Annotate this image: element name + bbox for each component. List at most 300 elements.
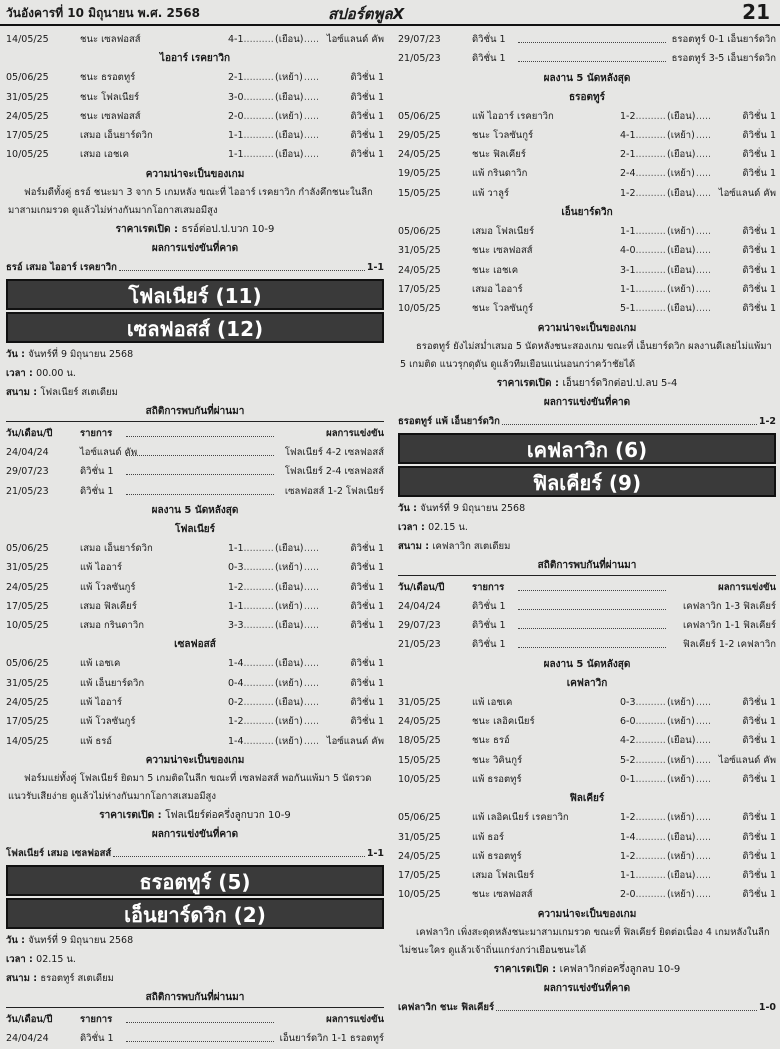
result-list [6,539,384,635]
prediction-score: 1-1 [366,847,384,859]
analysis-title: ความน่าจะเป็นของเกม [145,168,245,180]
result-list [398,808,776,904]
h2h-col-comp: รายการ [80,1013,113,1025]
result-list [398,693,776,789]
result-date: 24/05/25 [398,149,441,161]
result-opponent: ชนะ โวลซันกูร์ [472,303,534,315]
h2h-row [398,30,776,49]
prediction-score: 1-2 [758,415,776,427]
h2h-result: ฟิลเคียร์ 1-2 เคฟลาวิก [681,635,776,654]
result-date: 10/05/25 [398,303,441,315]
result-venue-type: (เหย้า) [666,808,695,827]
result-competition: ดิวิชั่น 1 [740,107,776,126]
result-score: 1-2 ..... [620,107,710,126]
result-score: 4-1 ..... [620,126,710,145]
h2h-header [6,424,384,443]
prediction-text: โฟลเนียร์ เสมอ เซลฟอสส์ [6,847,112,859]
h2h-result: โฟลเนียร์ 4-2 เซลฟอสส์ [283,443,384,462]
result-opponent: แพ้ ไออาร์ เรคยาวิก [472,110,554,122]
result-venue-type: (เยือน) [666,299,695,318]
result-competition: ไอซ์แลนด์ คัพ [717,184,776,203]
result-score: 2-1 ..... [228,68,318,87]
result-competition: ไอซ์แลนด์ คัพ [325,732,384,751]
result-date: 05/06/25 [398,226,441,238]
result-score: 4-1 ..... [228,30,318,49]
h2h-date: 21/05/23 [398,53,441,65]
result-date: 31/05/25 [6,562,49,574]
result-row [398,885,776,904]
result-row [398,847,776,866]
result-row [398,164,776,183]
result-opponent: ชนะ เอชเค [472,264,519,276]
h2h-row [6,462,384,481]
result-date: 31/05/25 [6,91,49,103]
result-opponent: แพ้ กรินดาวิก [472,168,528,180]
time-label: เวลา : [398,521,425,533]
result-row [6,712,384,731]
result-date: 10/05/25 [398,773,441,785]
result-date: 18/05/25 [398,735,441,747]
result-venue-type: (เยือน) [274,88,303,107]
result-competition: ดิวิชั่น 1 [348,126,384,145]
result-venue-type: (เหย้า) [274,107,303,126]
result-score: 0-2 ..... [228,693,318,712]
h2h-col-result: ผลการแข่งขัน [324,1010,384,1029]
result-competition: ดิวิชั่น 1 [348,712,384,731]
result-venue-type: (เหย้า) [274,732,303,751]
result-score: 1-2 ..... [620,847,710,866]
result-opponent: แพ้ เอชเค [472,696,513,708]
day-label: วัน : [398,502,417,514]
analysis-title: ความน่าจะเป็นของเกม [145,754,245,766]
result-row [6,616,384,635]
result-venue-type: (เยือน) [274,578,303,597]
result-date: 31/05/25 [398,696,441,708]
result-competition: ดิวิชั่น 1 [348,539,384,558]
result-row [398,299,776,318]
h2h-result: เอ็นยาร์ดวิก 1-1 ธรอตทูร์ [278,1029,384,1048]
result-venue-type: (เหย้า) [274,712,303,731]
result-date: 17/05/25 [398,870,441,882]
result-competition: ดิวิชั่น 1 [348,693,384,712]
opening-odds: เอ็นยาร์ดวิกต่อป.ป.ลบ 5-4 [562,377,678,389]
h2h-date: 21/05/23 [398,639,441,651]
opening-odds: ธรอ์ต่อป.ป.บวก 10-9 [181,223,275,235]
result-opponent: แพ้ เอชเค [80,658,121,670]
result-score: 3-0 ..... [228,88,318,107]
result-date: 17/05/25 [6,600,49,612]
day-label: วัน : [6,348,25,360]
result-date: 05/06/25 [6,658,49,670]
match-day: จันทร์ที่ 9 มิถุนายน 2568 [420,502,526,514]
result-list [6,654,384,750]
result-venue-type: (เยือน) [274,126,303,145]
result-venue-type: (เยือน) [666,828,695,847]
result-competition: ดิวิชั่น 1 [740,222,776,241]
result-score: 1-1 ..... [620,866,710,885]
last5-title: ผลงาน 5 นัดหลังสุด [543,72,631,84]
result-competition: ดิวิชั่น 1 [740,885,776,904]
result-venue-type: (เยือน) [666,145,695,164]
result-list [6,68,384,164]
prediction-line [6,258,384,277]
result-opponent: แพ้ ธอร์ [472,831,505,843]
h2h-row [398,597,776,616]
result-date: 24/05/25 [398,264,441,276]
result-row [6,578,384,597]
venue-label: สนาม : [6,972,37,984]
h2h-list [6,443,384,501]
result-opponent: เสมอ ไออาร์ [472,283,523,295]
result-date: 31/05/25 [398,245,441,257]
h2h-date: 24/04/24 [398,600,441,612]
result-score: 1-1 ..... [228,145,318,164]
result-competition: ดิวิชั่น 1 [348,107,384,126]
result-competition: ดิวิชั่น 1 [740,164,776,183]
result-score: 2-4 ..... [620,164,710,183]
h2h-row [398,616,776,635]
result-score: 1-2 ..... [620,808,710,827]
result-date: 05/06/25 [398,812,441,824]
result-venue-type: (เยือน) [666,184,695,203]
result-date: 10/05/25 [398,889,441,901]
analysis-title: ความน่าจะเป็นของเกม [537,322,637,334]
result-opponent: แพ้ โวลซันกูร์ [80,581,136,593]
analysis-text: ธรอตทูร์ ยังไม่สม่ำเสมอ 5 นัดหลังชนะสองเกม ขณะที่ เอ็นยาร์ดวิก ผลงานดีเลยไม่แพ้มา 5 เกมติด แนวรุกดุดัน ดูแล้วทีมเยือนแน่นอนกว่าคว้าชัยได้ [400,340,772,370]
team-section-title: โฟลเนียร์ [174,523,216,535]
result-venue-type: (เหย้า) [666,164,695,183]
team-banner: เคฟลาวิก (6) [398,433,776,464]
result-competition: ดิวิชั่น 1 [740,866,776,885]
result-row [6,654,384,673]
h2h-col-comp: รายการ [80,427,113,439]
h2h-col-result: ผลการแข่งขัน [324,424,384,443]
result-opponent: ชนะ เลอิคเนียร์ [472,716,535,728]
h2h-row [6,1029,384,1048]
result-competition: ดิวิชั่น 1 [740,241,776,260]
team-banner: เซลฟอสส์ (12) [6,312,384,343]
result-score: 1-1 ..... [228,126,318,145]
team-banner: ธรอตทูร์ (5) [6,865,384,896]
h2h-competition: ดิวิชั่น 1 [472,34,506,45]
publication-logo: สปอร์ตพูลX [328,5,405,23]
result-competition: ดิวิชั่น 1 [348,68,384,87]
h2h-competition: ดิวิชั่น 1 [80,485,114,497]
result-venue-type: (เหย้า) [666,847,695,866]
last5-title: ผลงาน 5 นัดหลังสุด [151,504,239,516]
result-date: 17/05/25 [398,283,441,295]
price-label: ราคาเรตเปิด : [493,963,557,975]
result-competition: ดิวิชั่น 1 [740,731,776,750]
prediction-line [6,844,384,863]
result-opponent: ชนะ เซลฟอสส์ [472,245,533,257]
issue-date: วันอังคารที่ 10 มิถุนายน พ.ศ. 2568 [6,6,200,20]
prediction-title: ผลการแข่งขันที่คาด [543,396,631,408]
match-time: 02.15 น. [428,521,468,533]
h2h-col-date: วัน/เดือน/ปี [398,581,445,593]
result-date: 17/05/25 [6,130,49,142]
result-competition: ดิวิชั่น 1 [740,126,776,145]
opening-odds: โฟลเนียร์ต่อครึ่งลูกบวก 10-9 [165,809,291,821]
h2h-date: 24/04/24 [6,447,49,459]
result-competition: ดิวิชั่น 1 [740,712,776,731]
analysis-text: ฟอร์มดีทั้งคู่ ธรอ์ ชนะมา 3 จาก 5 เกมหลัง ขณะที่ ไออาร์ เรคยาวิก กำลังคึกชนะในลีกมาสามเกมรวด ดูแล้วไม่ห่างกันมากโอกาสเสมอมีสูง [8,186,373,216]
analysis-title: ความน่าจะเป็นของเกม [537,908,637,920]
h2h-row [6,443,384,462]
team-banner: เอ็นยาร์ดวิก (2) [6,898,384,929]
result-opponent: ชนะ ธรอตทูร์ [80,72,136,84]
result-date: 14/05/25 [6,735,49,747]
result-row [6,539,384,558]
result-venue-type: (เยือน) [666,241,695,260]
h2h-row [398,635,776,654]
match-day: จันทร์ที่ 9 มิถุนายน 2568 [28,934,134,946]
result-row [6,68,384,87]
venue-label: สนาม : [398,540,429,552]
result-opponent: เสมอ กรินดาวิก [80,620,144,632]
result-opponent: แพ้ ธรอตทูร์ [472,773,522,785]
result-competition: ดิวิชั่น 1 [740,770,776,789]
team-section-title: ไออาร์ เรคยาวิก [159,53,231,65]
result-score: 1-4 ..... [228,732,318,751]
result-row [398,280,776,299]
result-score: 5-2 ..... [620,751,710,770]
result-venue-type: (เหย้า) [274,674,303,693]
result-competition: ดิวิชั่น 1 [740,828,776,847]
result-row [6,30,384,49]
result-row [398,145,776,164]
result-opponent: แพ้ ธรอ์ [80,735,113,747]
result-venue-type: (เหย้า) [666,712,695,731]
result-competition: ไอซ์แลนด์ คัพ [325,30,384,49]
result-competition: ดิวิชั่น 1 [740,693,776,712]
last5-title: ผลงาน 5 นัดหลังสุด [543,658,631,670]
result-score: 0-4 ..... [228,674,318,693]
result-date: 05/06/25 [398,110,441,122]
prediction-score: 1-1 [366,261,384,273]
prediction-text: เคฟลาวิก ชนะ ฟิลเคียร์ [398,1001,495,1013]
result-opponent: เสมอ เอ็นยาร์ดวิก [80,542,153,554]
result-row [398,828,776,847]
result-row [398,184,776,203]
prediction-line [398,412,776,431]
result-score: 4-0 ..... [620,241,710,260]
prediction-title: ผลการแข่งขันที่คาด [543,982,631,994]
result-competition: ดิวิชั่น 1 [348,654,384,673]
result-opponent: เสมอ เอ็นยาร์ดวิก [80,130,153,142]
venue-label: สนาม : [6,386,37,398]
h2h-header [398,578,776,597]
result-competition: ดิวิชั่น 1 [740,299,776,318]
result-date: 15/05/25 [398,187,441,199]
result-score: 1-1 ..... [620,280,710,299]
h2h-result: เคฟลาวิก 1-1 ฟิลเคียร์ [681,616,776,635]
result-row [6,107,384,126]
h2h-date: 29/07/23 [398,620,441,632]
result-opponent: ชนะ ฟิลเคียร์ [472,149,526,161]
result-opponent: ชนะ โฟลเนียร์ [80,91,140,103]
result-score: 1-2 ..... [228,712,318,731]
result-venue-type: (เยือน) [274,30,303,49]
result-score: 1-4 ..... [228,654,318,673]
result-competition: ดิวิชั่น 1 [740,847,776,866]
result-venue-type: (เหย้า) [666,885,695,904]
result-competition: ดิวิชั่น 1 [348,597,384,616]
h2h-row [398,49,776,68]
match-time: 00.00 น. [36,367,76,379]
time-label: เวลา : [6,367,33,379]
result-score: 0-3 ..... [228,558,318,577]
h2h-result: ธรอตทูร์ 0-1 เอ็นยาร์ดวิก [670,30,776,49]
result-row [398,731,776,750]
result-opponent: ชนะ เซลฟอสส์ [80,34,141,45]
h2h-title: สถิติการพบกันที่ผ่านมา [6,988,384,1008]
result-opponent: แพ้ โวลซันกูร์ [80,716,136,728]
team-section-title: เอ็นยาร์ดวิก [561,207,613,219]
page-header [0,0,780,26]
result-list [6,30,384,49]
result-row [6,674,384,693]
result-competition: ดิวิชั่น 1 [740,145,776,164]
analysis-text: เคฟลาวิก เพิ่งสะดุดหลังชนะมาสามเกมรวด ขณะที่ ฟิลเคียร์ ยิดต่อเนื่อง 4 เกมหลังในลีกไม่ชนะใคร ดูแล้วเจ้าถิ่นแกร่งกว่าเยือนชนะได้ [400,926,770,956]
result-row [398,712,776,731]
result-venue-type: (เยือน) [274,654,303,673]
result-score: 0-1 ..... [620,770,710,789]
result-row [6,88,384,107]
h2h-result: โฟลเนียร์ 2-4 เซลฟอสส์ [283,462,384,481]
result-opponent: แพ้ วาลูร์ [472,187,509,199]
prediction-score: 1-0 [758,1001,776,1013]
team-section-title: เคฟลาวิก [566,677,608,689]
result-date: 14/05/25 [6,34,49,45]
h2h-row [6,482,384,501]
result-venue-type: (เหย้า) [666,751,695,770]
left-column [6,30,384,1049]
h2h-result: เคฟลาวิก 1-3 ฟิลเคียร์ [681,597,776,616]
result-date: 31/05/25 [6,677,49,689]
team-banner: โฟลเนียร์ (11) [6,279,384,310]
result-opponent: แพ้ ไออาร์ [80,697,123,709]
result-opponent: เสมอ เอชเค [80,149,130,161]
result-opponent: ชนะ เซลฟอสส์ [472,889,533,901]
result-opponent: แพ้ ธรอตทูร์ [472,850,522,862]
result-score: 2-0 ..... [228,107,318,126]
result-venue-type: (เหย้า) [666,222,695,241]
result-venue-type: (เหย้า) [274,558,303,577]
h2h-competition: ดิวิชั่น 1 [472,53,506,65]
h2h-result: เซลฟอสส์ 1-2 โฟลเนียร์ [283,482,384,501]
result-competition: ดิวิชั่น 1 [740,808,776,827]
team-section-title: เซลฟอสส์ [174,639,216,651]
result-score: 1-2 ..... [228,578,318,597]
h2h-list [398,597,776,655]
result-competition: ดิวิชั่น 1 [348,558,384,577]
result-date: 24/05/25 [6,581,49,593]
h2h-date: 29/07/23 [6,466,49,478]
result-row [398,126,776,145]
result-competition: ดิวิชั่น 1 [348,616,384,635]
price-label: ราคาเรตเปิด : [115,223,178,235]
price-label: ราคาเรตเปิด : [99,809,162,821]
result-date: 29/05/25 [398,129,441,141]
result-date: 19/05/25 [398,168,441,180]
result-row [398,241,776,260]
result-opponent: ชนะ ธรอ์ [472,735,510,747]
result-date: 05/06/25 [6,542,49,554]
h2h-col-date: วัน/เดือน/ปี [6,1013,53,1025]
result-venue-type: (เยือน) [666,107,695,126]
h2h-competition: ดิวิชั่น 1 [472,639,506,651]
h2h-competition: ดิวิชั่น 1 [472,600,506,612]
h2h-title: สถิติการพบกันที่ผ่านมา [398,556,776,576]
h2h-competition: ไอซ์แลนด์ คัพ [80,447,138,459]
result-score: 3-3 ..... [228,616,318,635]
h2h-col-comp: รายการ [472,581,505,593]
right-column [398,30,776,1017]
result-date: 24/05/25 [6,697,49,709]
result-row [398,107,776,126]
result-row [398,770,776,789]
team-section-title: ธรอตทูร์ [569,91,605,103]
result-opponent: แพ้ เลอิคเนียร์ เรคยาวิก [472,812,569,824]
result-score: 1-1 ..... [228,539,318,558]
h2h-col-date: วัน/เดือน/ปี [6,427,53,439]
result-score: 2-1 ..... [620,145,710,164]
result-row [6,558,384,577]
result-score: 3-1 ..... [620,261,710,280]
result-score: 6-0 ..... [620,712,710,731]
result-venue-type: (เหย้า) [666,693,695,712]
result-opponent: ชนะ วิคินกูร์ [472,754,523,766]
result-row [398,693,776,712]
result-row [6,126,384,145]
result-row [398,222,776,241]
result-date: 24/05/25 [398,850,441,862]
match-venue: ธรอตทูร์ สเตเดียม [40,972,114,984]
prediction-text: ธรอ์ เสมอ ไออาร์ เรคยาวิก [6,261,117,273]
match-venue: โฟลเนียร์ สเตเดียม [40,386,118,398]
result-date: 24/05/25 [398,716,441,728]
result-opponent: แพ้ เอ็นยาร์ดวิก [80,677,145,689]
h2h-result: ธรอตทูร์ 3-5 เอ็นยาร์ดวิก [670,49,776,68]
result-venue-type: (เหย้า) [274,68,303,87]
price-label: ราคาเรตเปิด : [496,377,560,389]
page-number: 21 [742,0,770,24]
h2h-competition: ดิวิชั่น 1 [80,466,114,478]
result-competition: ไอซ์แลนด์ คัพ [717,751,776,770]
result-row [6,597,384,616]
result-score: 1-2 ..... [620,184,710,203]
result-score: 1-1 ..... [620,222,710,241]
time-label: เวลา : [6,953,33,965]
day-label: วัน : [6,934,25,946]
result-venue-type: (เยือน) [666,866,695,885]
result-date: 31/05/25 [398,831,441,843]
team-banner: ฟิลเคียร์ (9) [398,466,776,497]
h2h-header [6,1010,384,1029]
result-row [398,751,776,770]
prediction-text: ธรอตทูร์ แพ้ เอ็นยาร์ดวิก [398,415,500,427]
result-opponent: เสมอ โฟลเนียร์ [472,226,535,238]
prediction-title: ผลการแข่งขันที่คาด [151,828,239,840]
result-row [6,693,384,712]
result-venue-type: (เยือน) [666,731,695,750]
result-row [398,808,776,827]
match-day: จันทร์ที่ 9 มิถุนายน 2568 [28,348,134,360]
result-venue-type: (เยือน) [274,539,303,558]
result-score: 4-2 ..... [620,731,710,750]
h2h-competition: ดิวิชั่น 1 [80,1033,114,1045]
